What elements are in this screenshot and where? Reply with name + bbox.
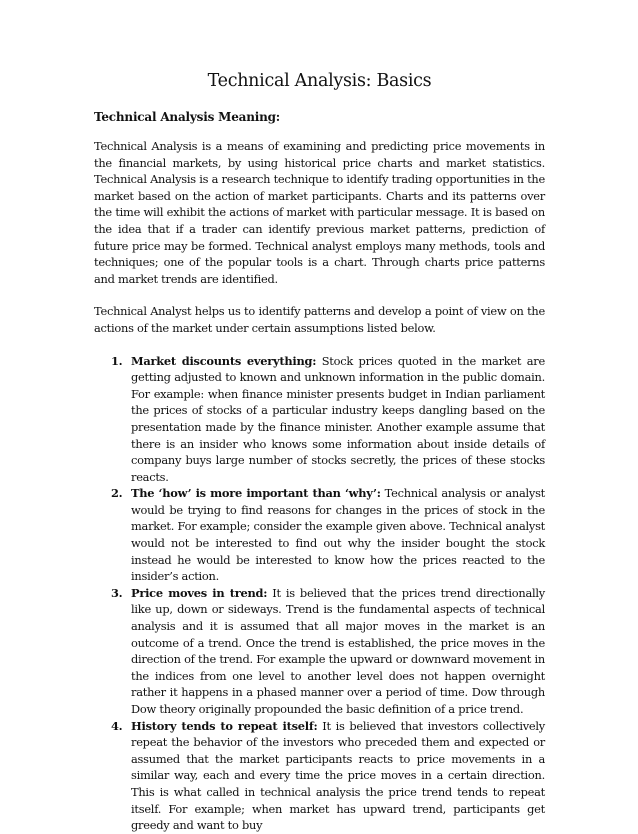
list-item-text: It is believed that investors collectively repeat the behavior of the investors who preceded them and expected or assumed that the market participants reacts to price movements in a similar way, each and every time the price moves in a certain direction. This is what called in technical analysis the price trend tends to repeat itself. For example; when market has upward trend, participants get greedy and want to buy <box>131 718 545 833</box>
list-item-lead: Market discounts everything: <box>131 353 317 368</box>
list-item <box>94 718 545 834</box>
list-item-number: 3. <box>111 585 123 600</box>
assumptions-list <box>94 353 545 834</box>
list-item-text: It is believed that the prices trend directionally like up, down or sideways. Trend is the fundamental aspects of technical analysis and it is assumed that all major moves in the market is an outcome of a trend. Once the trend is established, the price moves in the direction of the trend. For example the upward or downward movement in the indices from one level to another level does not happen overnight rather it happens in a phased manner over a period of time. Dow through Dow theory originally propounded the basic definition of a price trend. <box>131 585 545 716</box>
list-item <box>94 485 545 585</box>
list-item-text: Technical analysis or analyst would be trying to find reasons for changes in the prices of stock in the market. For example; consider the example given above. Technical analyst would not be interested to find out why the insider bought the stock instead he would be interested to know how the prices reacted to the insider’s action. <box>131 486 546 584</box>
list-item-lead: Price moves in trend: <box>131 585 268 600</box>
paragraph-meaning: Technical Analysis is a means of examining and predicting price movements in the financial markets, by using historical price charts and market statistics. Technical Analysis is a research technique to identify trading opportunities in the market based on the action of market participants. Charts and its patterns over the time will exhibit the actions of market with particular message. It is based on the idea that if a trader can identify previous market patterns, prediction of future price may be formed. Technical analyst employs many methods, tools and techniques; one of the popular tools is a chart. Through charts price patterns and market trends are identified. <box>94 139 545 286</box>
list-item-number: 4. <box>111 718 123 733</box>
list-item <box>94 585 545 718</box>
list-item-number: 2. <box>111 486 123 501</box>
document-content <box>94 70 545 834</box>
document-title: Technical Analysis: Basics <box>207 71 432 91</box>
list-item-text: Stock prices quoted in the market are getting adjusted to known and unknown information in the public domain. For example: when finance minister presents budget in Indian parliament the prices of stocks of a particular industry keeps dangling based on the presentation made by the finance minister. Another example assume that there is an insider who knows some information about inside details of company buys large number of stocks secretly, the prices of these stocks reacts. <box>131 353 545 484</box>
list-item-number: 1. <box>111 353 123 368</box>
list-item-lead: The ‘how’ is more important than ‘why’: <box>131 486 381 501</box>
list-item-lead: History tends to repeat itself: <box>131 718 318 733</box>
paragraph-assumptions-intro: Technical Analyst helps us to identify patterns and develop a point of view on the actions of the market under certain assumptions listed below. <box>94 304 545 335</box>
list-item <box>94 353 545 486</box>
section-heading: Technical Analysis Meaning: <box>94 110 281 124</box>
